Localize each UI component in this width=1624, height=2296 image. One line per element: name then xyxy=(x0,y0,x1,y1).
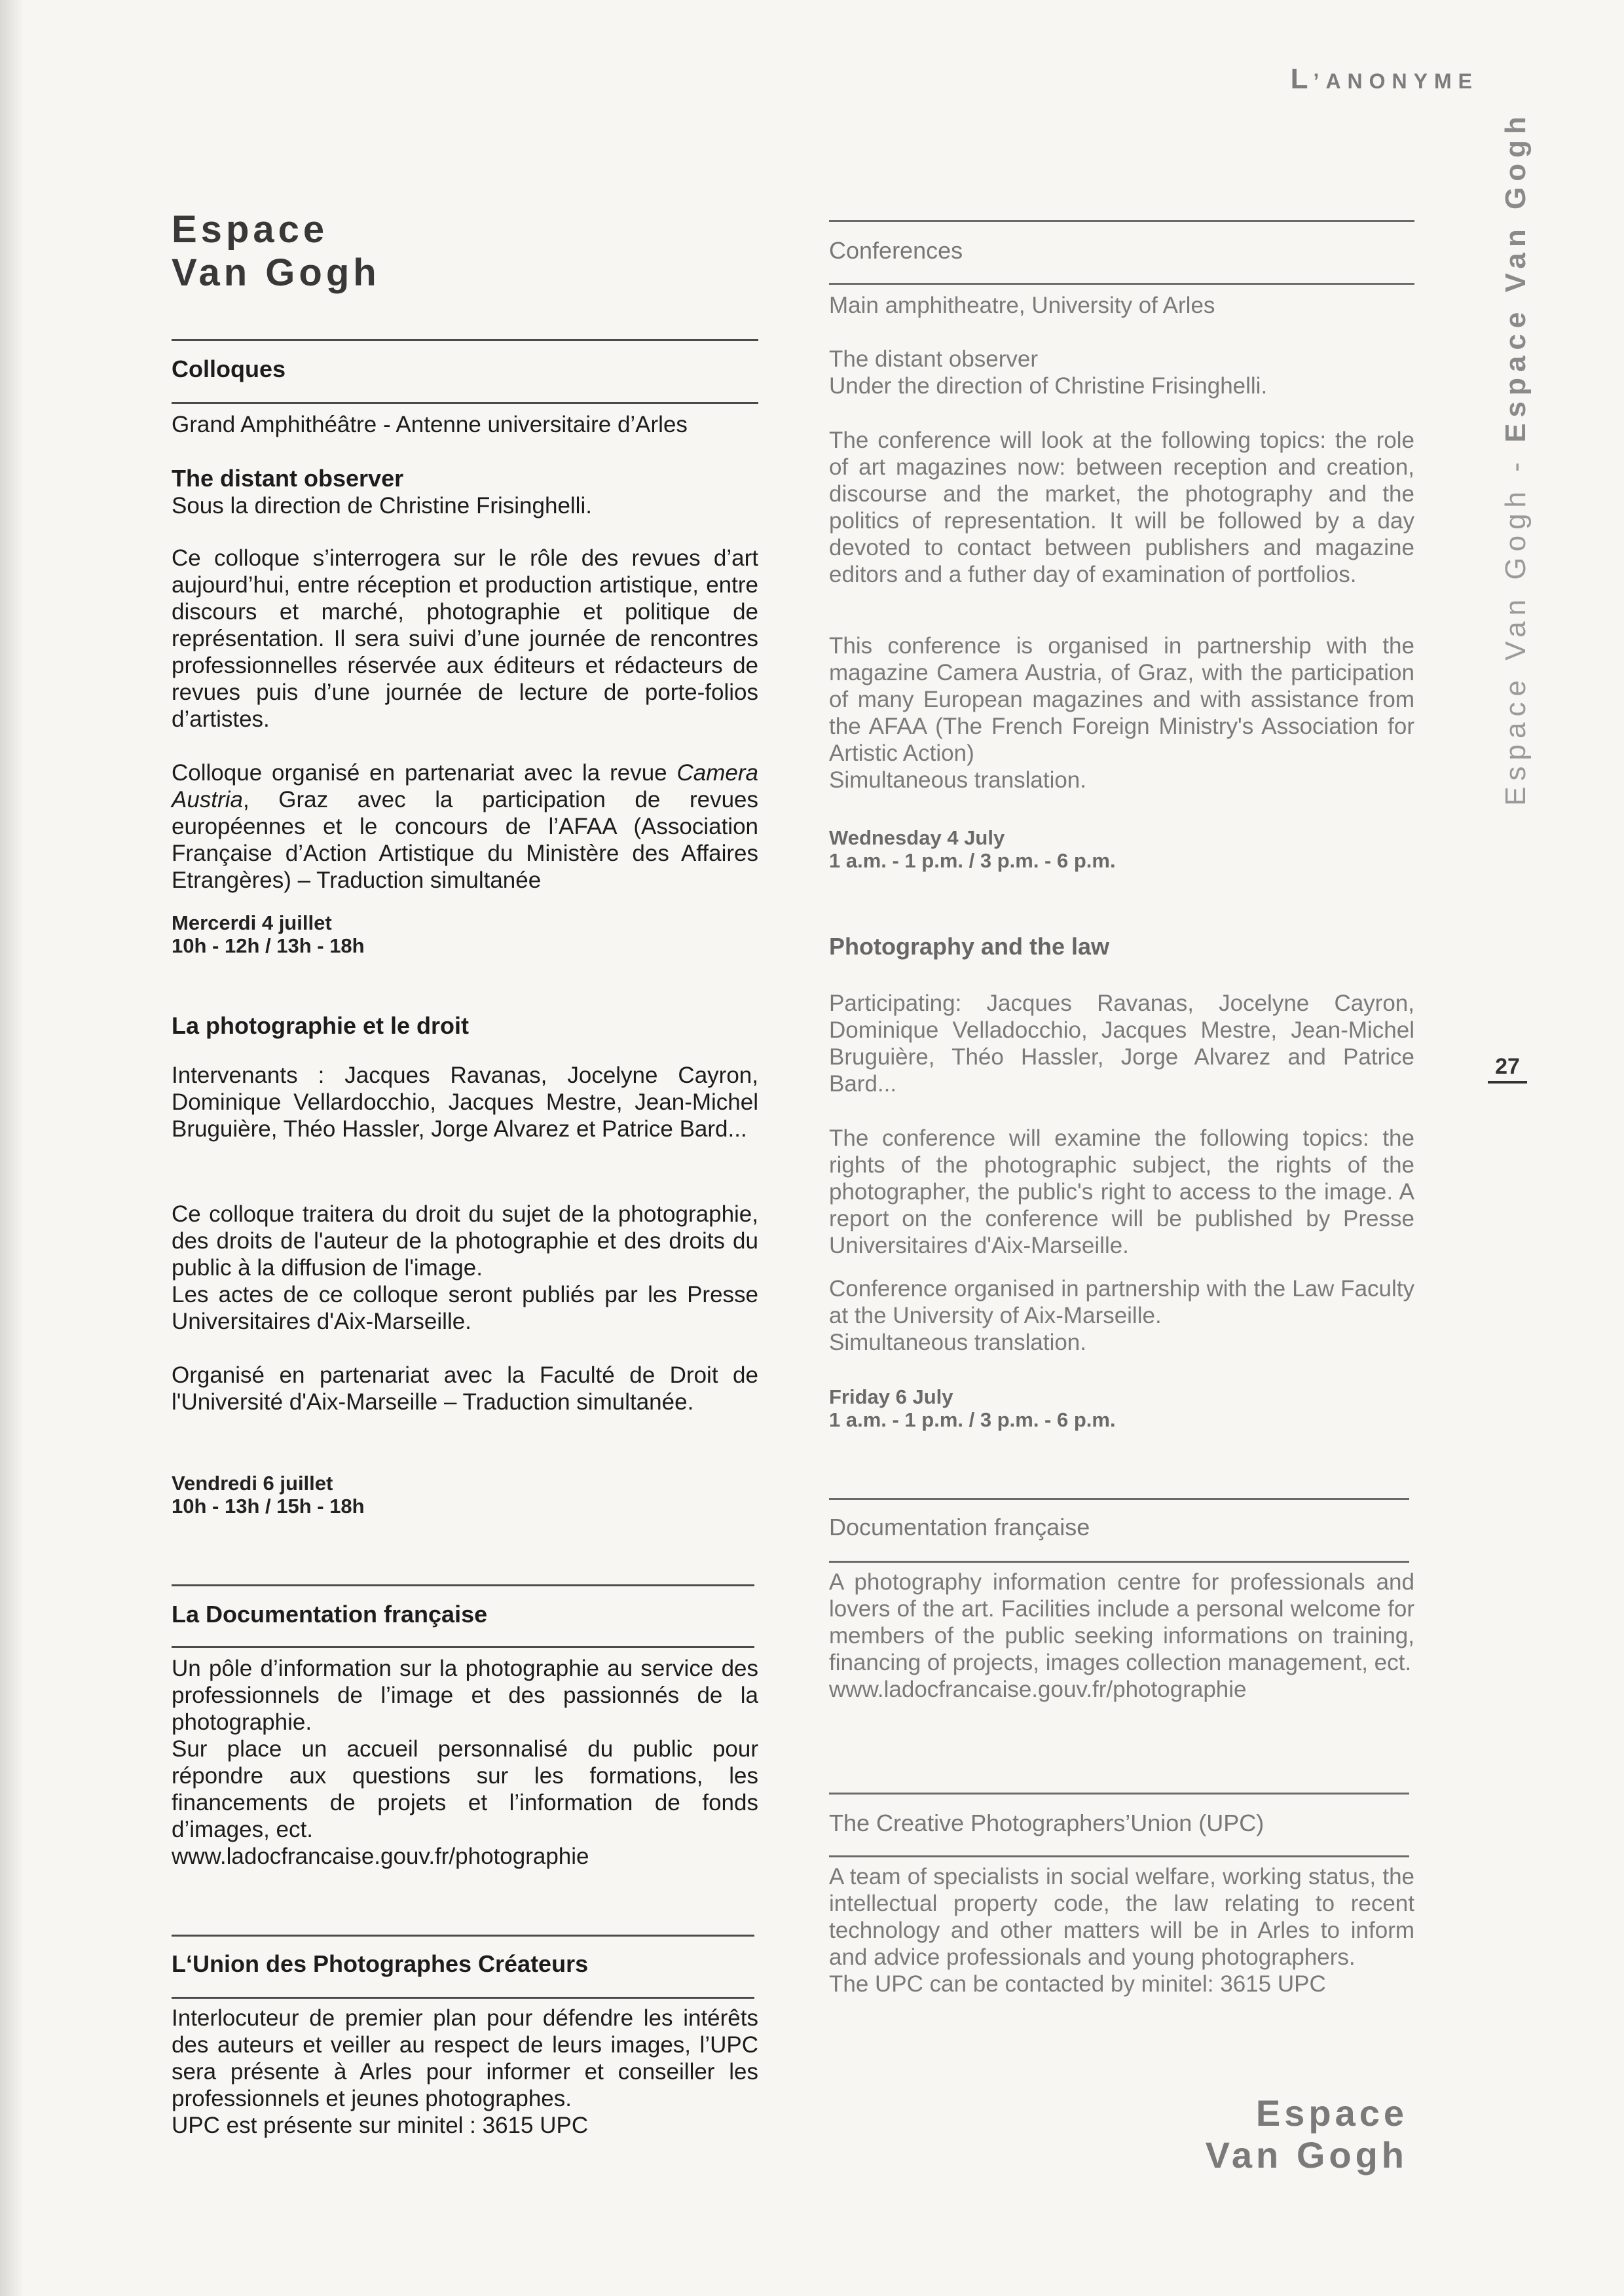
divider xyxy=(829,283,1414,285)
distant-observer-section-en xyxy=(829,346,1414,399)
photo-law-para3: Simultaneous translation. xyxy=(829,1330,1086,1355)
documentation-body-en xyxy=(829,1569,1414,1703)
divider xyxy=(172,1646,754,1648)
photo-law-partnership xyxy=(829,1275,1414,1356)
vertical-text-light: Espace Van Gogh - xyxy=(1500,442,1532,806)
photo-law-title: Photography and the law xyxy=(829,933,1110,960)
schedule-hours: 10h - 13h / 15h - 18h xyxy=(172,1495,365,1518)
divider xyxy=(829,1855,1409,1857)
documentation-para1-en: A photography information centre for professionals and lovers of the art. Facilities include a personal welcome for members of the public seeking informations on training, financing of projects, images collection management, ect. xyxy=(829,1569,1414,1675)
schedule-date: Mercerdi 4 juillet xyxy=(172,911,332,934)
upc-para1: Interlocuteur de premier plan pour défendre les intérêts des auteurs et veiller au respect de leurs images, l’UPC sera présente à Arles pour informer et conseiller les professionnels et jeunes photographes. xyxy=(172,2005,758,2111)
divider xyxy=(829,220,1414,222)
schedule-date: Wednesday 4 July xyxy=(829,826,1005,849)
documentation-para1: Un pôle d’information sur la photographie au service des professionnels de l’image et des passionnés de la photographie. xyxy=(172,1656,758,1735)
documentation-body xyxy=(172,1655,758,1870)
distant-observer-direction: Sous la direction de Christine Frisinghelli. xyxy=(172,493,592,519)
vertical-text xyxy=(1500,111,1532,806)
photo-law-para2: Conference organised in partnership with the Law Faculty at the University of Aix-Marseille. xyxy=(829,1276,1414,1328)
photo-law-speakers: Participating: Jacques Ravanas, Jocelyne Cayron, Dominique Velladocchio, Jacques Mestre, Jean-Michel Bruguière, Théo Hassler, Jorge Alvarez and Patrice Bard... xyxy=(829,991,1414,1097)
upc-para2-en: The UPC can be contacted by minitel: 3615 UPC xyxy=(829,1971,1326,1997)
partnership-text-en: This conference is organised in partnership with the magazine Camera Austria, of Graz, with the participation of many European magazines and with assistance from the AFAA (The French Foreign Ministry's Association for Artistic Action) xyxy=(829,633,1414,766)
upc-title-en: The Creative Photographers’Union (UPC) xyxy=(829,1810,1264,1836)
partnership-text-b: , Graz avec la participation de revues européennes et le concours de l’AFAA (Association Française d’Action Artistique du Ministère des Affaires Etrangères) – Traduction simultanée xyxy=(172,787,758,893)
divider xyxy=(172,339,758,341)
divider xyxy=(172,1997,754,1999)
partnership-text-a: Colloque organisé en partenariat avec la revue xyxy=(172,760,677,786)
schedule-hours: 10h - 12h / 13h - 18h xyxy=(172,934,365,957)
distant-observer-partnership xyxy=(172,759,758,894)
photo-law-schedule-en xyxy=(829,1385,1414,1431)
footer-title xyxy=(1113,2092,1408,2176)
photo-law-description: The conference will examine the following topics: the rights of the photographic subject, the rights of the photographer, the public's right to access to the image. A report on the conference will be published by Presse Universitaires d'Aix-Marseille. xyxy=(829,1125,1414,1258)
photo-droit-title: La photographie et le droit xyxy=(172,1012,470,1039)
divider xyxy=(829,1793,1409,1795)
conferences-heading: Conferences xyxy=(829,237,963,264)
schedule-date: Friday 6 July xyxy=(829,1385,953,1408)
schedule-hours: 1 a.m. - 1 p.m. / 3 p.m. - 6 p.m. xyxy=(829,849,1116,872)
vertical-text-bold: Espace Van Gogh xyxy=(1500,111,1532,443)
distant-observer-partnership-en xyxy=(829,632,1414,793)
colloques-heading: Colloques xyxy=(172,355,286,382)
upc-para1-en: A team of specialists in social welfare, working status, the intellectual property code, the law relating to recent technology and other matters will be in Arles to inform and advice professionals and young photographers. xyxy=(829,1864,1414,1970)
divider xyxy=(829,1498,1409,1500)
photo-droit-partnership: Organisé en partenariat avec la Faculté de Droit de l'Université d'Aix-Marseille – Traduction simultanée. xyxy=(172,1362,758,1415)
divider xyxy=(172,1584,754,1586)
distant-observer-description-en: The conference will look at the following topics: the role of art magazines now: between reception and creation, discourse and the market, the photography and the politics of representation. It will be followed by a day devoted to contact between publishers and magazine editors and a futher day of examination of portfolios. xyxy=(829,428,1414,587)
simultaneous-translation-en: Simultaneous translation. xyxy=(829,767,1086,793)
photo-droit-para1: Ce colloque traitera du droit du sujet de la photographie, des droits de l'auteur de la photographie et des droits du public à la diffusion de l'image. xyxy=(172,1201,758,1281)
distant-observer-direction-en: Under the direction of Christine Frisinghelli. xyxy=(829,373,1268,399)
brand-rest: ’ANONYME xyxy=(1313,69,1479,93)
upc-body-en xyxy=(829,1863,1414,1997)
footer-title-line1: Espace xyxy=(1255,2092,1408,2134)
schedule-date: Vendredi 6 juillet xyxy=(172,1472,333,1495)
documentation-url-en[interactable]: www.ladocfrancaise.gouv.fr/photographie xyxy=(829,1677,1247,1702)
page-title-line1: Espace xyxy=(172,208,329,251)
divider xyxy=(829,1561,1409,1563)
schedule-hours: 1 a.m. - 1 p.m. / 3 p.m. - 6 p.m. xyxy=(829,1408,1116,1431)
distant-observer-title: The distant observer xyxy=(172,465,404,492)
page-title-line2: Van Gogh xyxy=(172,251,380,294)
distant-observer-section-fr xyxy=(172,465,758,519)
photo-droit-para2: Les actes de ce colloque seront publiés par les Presse Universitaires d'Aix-Marseille. xyxy=(172,1282,758,1334)
divider xyxy=(172,402,758,404)
documentation-title-en: Documentation française xyxy=(829,1514,1090,1540)
footer-title-line2: Van Gogh xyxy=(1205,2134,1408,2176)
colloques-venue: Grand Amphithéâtre - Antenne universitaire d’Arles xyxy=(172,412,688,437)
documentation-title: La Documentation française xyxy=(172,1601,488,1628)
upc-title: L‘Union des Photographes Créateurs xyxy=(172,1950,589,1977)
distant-observer-title-en: The distant observer xyxy=(829,346,1039,372)
distant-observer-description: Ce colloque s’interrogera sur le rôle des revues d’art aujourd’hui, entre réception et production artistique, entre discours et marché, photographie et politique de représentation. Il sera suivi d’une journée de rencontres professionnelles réservée aux éditeurs et rédacteurs de revues puis d’une journée de lecture de porte-folios d’artistes. xyxy=(172,545,758,732)
page-title xyxy=(172,208,758,295)
upc-body xyxy=(172,2005,758,2139)
page-binding-edge xyxy=(0,0,24,2296)
brand-title xyxy=(1259,63,1479,96)
photo-droit-speakers: Intervenants : Jacques Ravanas, Jocelyne Cayron, Dominique Vellardocchio, Jacques Mestre, Jean-Michel Bruguière, Théo Hassler, Jorge Alvarez et Patrice Bard... xyxy=(172,1063,758,1142)
documentation-para2: Sur place un accueil personnalisé du public pour répondre aux questions sur les formations, les financements de projets et l’information de fonds d’images, ect. xyxy=(172,1736,758,1842)
distant-observer-schedule-fr xyxy=(172,911,758,957)
distant-observer-schedule-en xyxy=(829,826,1414,872)
upc-para2: UPC est présente sur minitel : 3615 UPC xyxy=(172,2113,589,2138)
brand-first-letter: L xyxy=(1290,63,1314,95)
photo-droit-body xyxy=(172,1201,758,1335)
photo-droit-schedule-fr xyxy=(172,1472,758,1518)
conferences-venue: Main amphitheatre, University of Arles xyxy=(829,293,1215,318)
documentation-url[interactable]: www.ladocfrancaise.gouv.fr/photographie xyxy=(172,1844,589,1869)
page-number: 27 xyxy=(1488,1054,1527,1084)
vertical-section-label xyxy=(1493,105,1539,812)
camera-austria-italic: Camera Austria xyxy=(172,760,758,812)
divider xyxy=(172,1935,754,1937)
